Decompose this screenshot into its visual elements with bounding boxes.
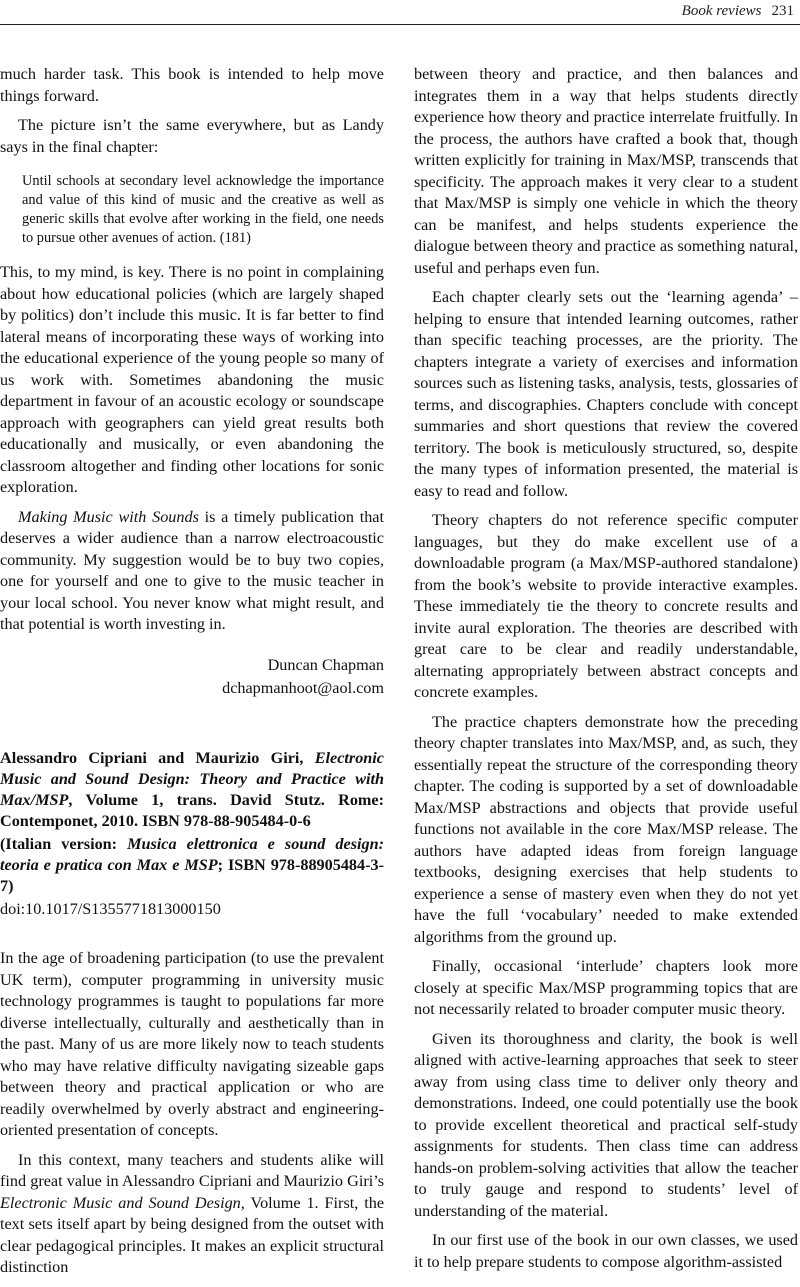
paragraph: This, to my mind, is key. There is no point in complaining about how educational policies (which are largely shaped by politics) don’t include this music. It is far better to find lateral means of incorporating these ways of working into the educational experience of the young people so many of us work with. Sometimes abandoning the music department in favour of an acoustic ecology or soundscape approach with geographers can yield great results both educationally and musically, or even abandoning the classroom altogether and finding other locations for sonic exploration. xyxy=(0,263,384,496)
paragraph: Finally, occasional ‘interlude’ chapters look more closely at specific Max/MSP programming topics that are not necessarily related to broader computer music theory. xyxy=(414,957,798,1018)
review-authors: Alessandro Cipriani and Maurizio Giri, xyxy=(0,748,315,767)
review-book-title: Electronic Music and Sound Design: Theory and Practice with Max/MSP xyxy=(0,748,384,809)
italian-isbn: ; ISBN 978-88905484-3-7) xyxy=(0,855,384,895)
paragraph: In the age of broadening participation (to use the prevalent UK term), computer programming in university music technology programmes is taught to populations far more diverse intellectually, culturally and aesthetically than in the past. Many of us are more likely now to teach students who may have relative difficulty navigating sizeable gaps between theory and practical application or who are readily overwhelmed by overly abstract and engineering-oriented presentation of concepts. xyxy=(0,949,384,1139)
paragraph-text: , Volume 1. First, the text sets itself apart by being designed from the outset with clear pedagogical principles. It makes an explicit structural distinction xyxy=(0,1193,384,1276)
paragraph-text: is a timely publication that deserves a wider audience than a narrow electroacoustic community. My suggestion would be to buy two copies, one for yourself and one to give to the music teacher in your local school. You never know what might result, and that potential is worth investing in. xyxy=(0,507,384,633)
paragraph: In our first use of the book in our own classes, we used it to help prepare students to compose algorithm-assisted xyxy=(414,1231,798,1271)
paragraph: Given its thoroughness and clarity, the book is well aligned with active-learning approaches that seek to steer away from using class time to deliver only theory and demonstrations. Indeed, one could potentially use the book to provide excellent theoretical and practical self-study assignments for students. Then class time can address hands-on problem-solving activities that allow the teacher to truly gauge and respond to students’ level of understanding of the material. xyxy=(414,1029,798,1220)
running-head-title: Book reviews xyxy=(681,3,762,19)
paragraph: between theory and practice, and then balances and integrates them in a way that helps students directly experience how theory and practice interrelate fruitfully. In the process, the authors have crafted a book that, though written explicitly for training in Max/MSP, transcends that specificity. The approach makes it very clear to a student that Max/MSP is simply one vehicle in which the theory can be manifest, and helps students experience the dialogue between theory and practice as something natural, useful and perhaps even fun. xyxy=(414,65,798,277)
review-italian-version xyxy=(0,834,384,897)
left-column xyxy=(0,64,384,1287)
paragraph: The practice chapters demonstrate how the preceding theory chapter translates into Max/MSP, and, as such, they essentially repeat the structure of the corresponding theory chapter. The coding is supported by a set of downloadable Max/MSP abstractions and objects that provide useful functions not available in the core Max/MSP release. The authors have adapted ideas from foreign language textbooks, designing exercises that help students to experience a sense of mastery even when they do not yet have the full ‘vocabulary’ needed to make extended algorithms from the ground up. xyxy=(414,712,798,946)
book-title: Making Music with Sounds xyxy=(18,507,199,526)
review-heading xyxy=(0,748,384,832)
right-column xyxy=(414,64,798,1281)
reviewer-name: Duncan Chapman xyxy=(267,655,384,674)
italian-prefix: (Italian version: xyxy=(0,834,128,853)
paragraph xyxy=(0,1150,384,1279)
review-signature xyxy=(0,654,384,700)
doi: doi:10.1017/S1355771813000150 xyxy=(0,899,221,918)
paragraph: The picture isn’t the same everywhere, but as Landy says in the final chapter: xyxy=(0,116,384,156)
paragraph xyxy=(0,507,384,636)
paragraph: much harder task. This book is intended to help move things forward. xyxy=(0,65,384,105)
page-number: 231 xyxy=(771,3,794,19)
paragraph-text: In this context, many teachers and students alike will find great value in Alessandro Cipriani and Maurizio Giri’s xyxy=(0,1150,384,1190)
book-title: Electronic Music and Sound Design xyxy=(0,1193,241,1212)
paragraph: Each chapter clearly sets out the ‘learning agenda’ – helping to ensure that intended learning outcomes, rather than specific teaching processes, are the priority. The chapters integrate a variety of exercises and information sources such as listening tasks, analysis, tests, glossaries of terms, and discographies. Chapters conclude with concept summaries and short questions that review the covered territory. The book is meticulously structured, so, despite the many types of information presented, the material is easy to read and follow. xyxy=(414,288,798,500)
italian-title: Musica elettronica e sound design: teoria e pratica con Max e MSP xyxy=(0,834,384,874)
paragraph: Theory chapters do not reference specific computer languages, but they do make excellent use of a downloadable program (a Max/MSP-authored standalone) from the book’s website to provide interactive examples. These immediately tie the theory to concrete results and invite aural exploration. The theories are described with great care to be clear and readily understandable, alternating appropriately between abstract concepts and concrete examples. xyxy=(414,511,798,701)
running-head xyxy=(682,0,794,22)
reviewer-email: dchapmanhoot@aol.com xyxy=(222,678,384,697)
block-quote: Until schools at secondary level acknowledge the importance and value of this kind of music and the creative as well as generic skills that evolve after working in the field, one needs to pursue other avenues of action. (181) xyxy=(22,173,384,246)
review-book-details: , Volume 1, trans. David Stutz. Rome: Contemponet, 2010. ISBN 978-88-905484-0-6 xyxy=(0,790,384,830)
header-rule xyxy=(0,24,800,25)
